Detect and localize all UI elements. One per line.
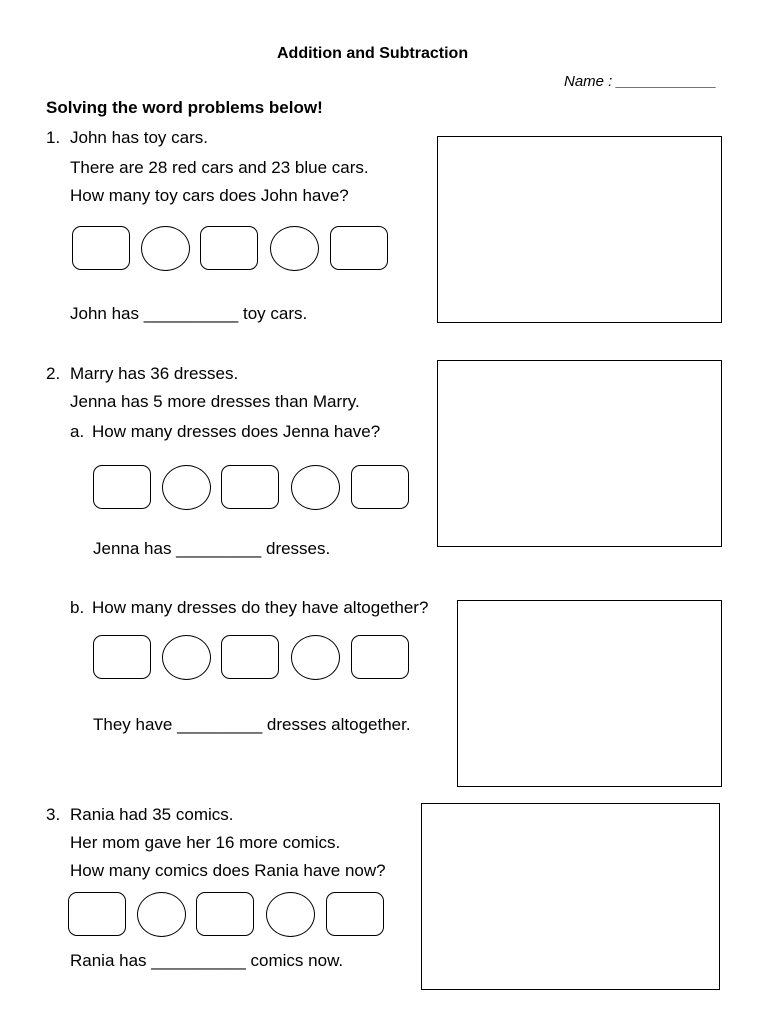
problem-2a-letter: a.: [70, 422, 85, 441]
instructions: Solving the word problems below!: [46, 98, 323, 117]
problem-1-number: 1.: [46, 128, 61, 147]
operator-circle[interactable]: [266, 892, 315, 937]
problem-1-line-1: John has toy cars.: [70, 128, 208, 147]
number-box[interactable]: [351, 635, 409, 679]
problem-3-work-box[interactable]: [421, 803, 720, 990]
problem-1-line-2: There are 28 red cars and 23 blue cars.: [70, 158, 369, 177]
number-box[interactable]: [196, 892, 254, 936]
problem-3-line-1: Rania had 35 comics.: [70, 805, 234, 824]
operator-circle[interactable]: [137, 892, 186, 937]
number-box[interactable]: [68, 892, 126, 936]
problem-2b-work-box[interactable]: [457, 600, 722, 787]
problem-2-number: 2.: [46, 364, 61, 383]
problem-1-answer[interactable]: John has __________ toy cars.: [70, 304, 308, 323]
number-box[interactable]: [351, 465, 409, 509]
problem-1-work-box[interactable]: [437, 136, 722, 323]
problem-2-line-1: Marry has 36 dresses.: [70, 364, 239, 383]
number-box[interactable]: [221, 635, 279, 679]
problem-3-line-2: Her mom gave her 16 more comics.: [70, 833, 341, 852]
operator-circle[interactable]: [270, 226, 319, 271]
problem-2b-question: How many dresses do they have altogether?: [92, 598, 429, 617]
problem-3-question: How many comics does Rania have now?: [70, 861, 386, 880]
name-field[interactable]: Name : ____________: [564, 73, 717, 90]
problem-2b-letter: b.: [70, 598, 85, 617]
problem-2a-work-box[interactable]: [437, 360, 722, 547]
operator-circle[interactable]: [162, 465, 211, 510]
number-box[interactable]: [330, 226, 388, 270]
number-box[interactable]: [72, 226, 130, 270]
operator-circle[interactable]: [141, 226, 190, 271]
problem-2b-equation-shapes: [93, 635, 413, 680]
number-box[interactable]: [200, 226, 258, 270]
number-box[interactable]: [326, 892, 384, 936]
problem-2b-answer[interactable]: They have _________ dresses altogether.: [93, 715, 411, 734]
number-box[interactable]: [93, 635, 151, 679]
operator-circle[interactable]: [291, 465, 340, 510]
problem-3-equation-shapes: [68, 892, 388, 937]
number-box[interactable]: [221, 465, 279, 509]
problem-2a-answer[interactable]: Jenna has _________ dresses.: [93, 539, 331, 558]
number-box[interactable]: [93, 465, 151, 509]
problem-3-answer[interactable]: Rania has __________ comics now.: [70, 951, 344, 970]
problem-1-equation-shapes: [72, 226, 392, 271]
operator-circle[interactable]: [162, 635, 211, 680]
operator-circle[interactable]: [291, 635, 340, 680]
problem-1-question: How many toy cars does John have?: [70, 186, 349, 205]
worksheet-title: Addition and Subtraction: [277, 45, 469, 62]
problem-3-number: 3.: [46, 805, 61, 824]
problem-2-line-2: Jenna has 5 more dresses than Marry.: [70, 392, 360, 411]
problem-2a-question: How many dresses does Jenna have?: [92, 422, 381, 441]
problem-2a-equation-shapes: [93, 465, 413, 510]
